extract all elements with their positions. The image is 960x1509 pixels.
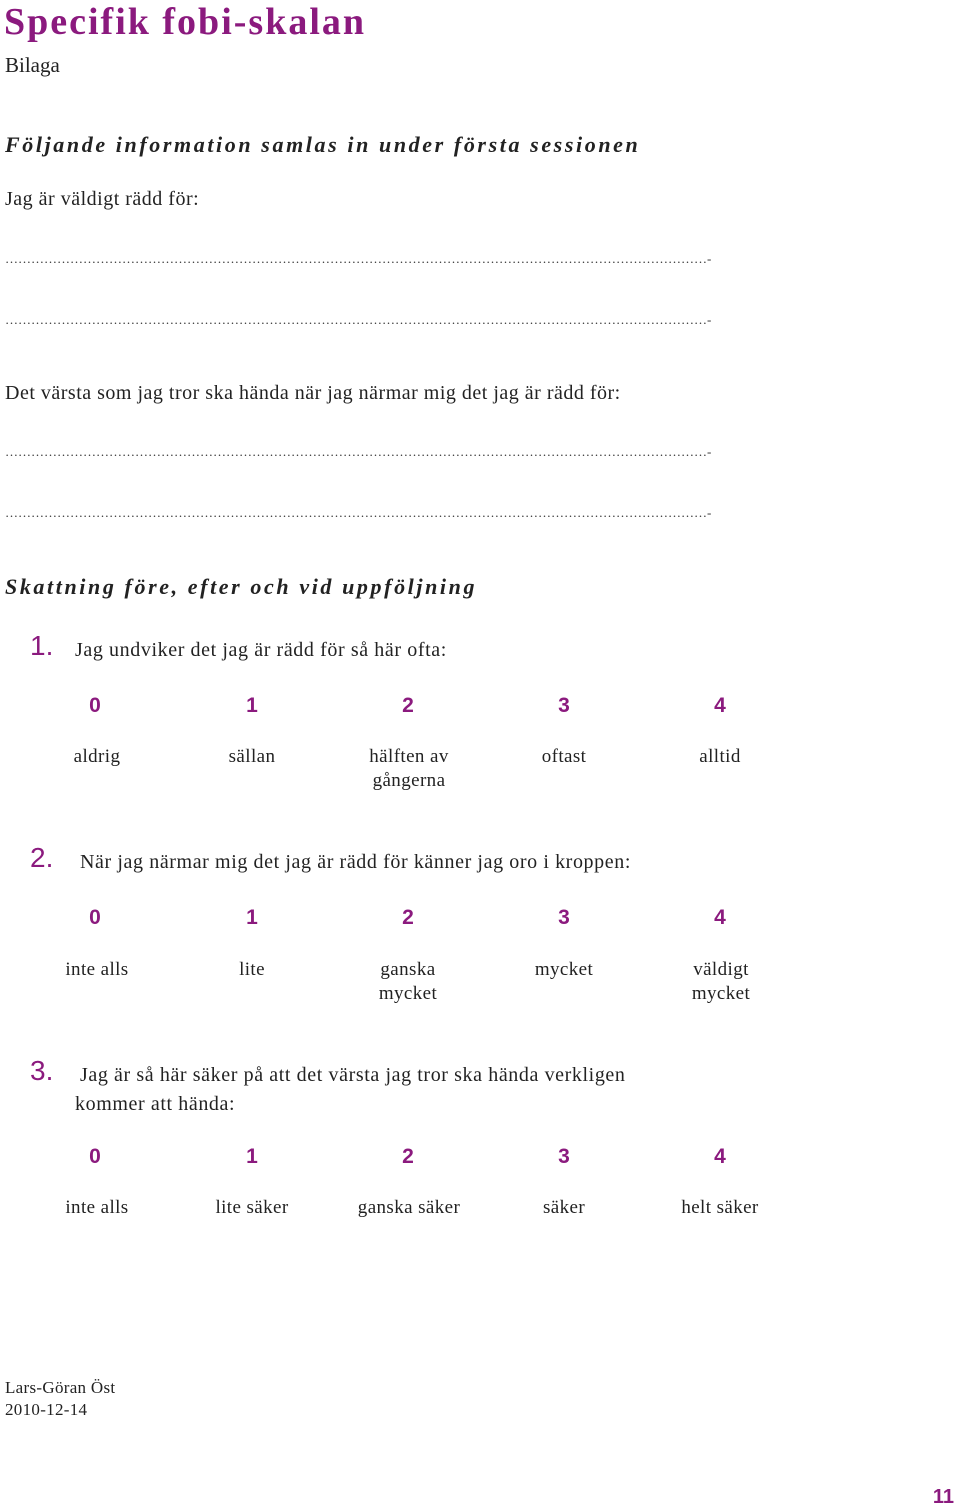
answer-line: ………………………………………………………………………………………………………………………………………………- (5, 448, 712, 456)
scale-label-1: lite säker (215, 1197, 289, 1218)
answer-line: ………………………………………………………………………………………………………………………………………………- (5, 255, 712, 263)
scale-label-3: mycket (534, 959, 594, 980)
question-number: 3. (30, 1055, 54, 1086)
scale-label-2: hälften av gångerna (369, 746, 449, 791)
footer-author: Lars-Göran Öst (5, 1378, 116, 1397)
scale-option-0[interactable]: 0 (89, 906, 101, 929)
scale-option-0[interactable]: 0 (89, 694, 101, 717)
scale-option-2[interactable]: 2 (402, 1145, 414, 1168)
subtitle: Bilaga (5, 53, 60, 77)
scale-option-2[interactable]: 2 (402, 906, 414, 929)
scale-label-1: sällan (228, 746, 276, 767)
question-text: Jag undviker det jag är rädd för så här ofta: (75, 639, 447, 661)
page-title: Specifik fobi-skalan (4, 1, 367, 43)
question-text-continued: kommer att hända: (75, 1093, 236, 1115)
scale-label-4: alltid (699, 746, 741, 767)
scale-label-2: ganska säker (357, 1197, 461, 1218)
question-number: 2. (30, 842, 54, 873)
section-heading-first-session: Följande information samlas in under första sessionen (5, 132, 641, 157)
answer-line: ………………………………………………………………………………………………………………………………………………- (5, 316, 712, 324)
scale-label-4: väldigt mycket (691, 959, 751, 1004)
page-number: 11 (932, 1486, 954, 1508)
scale-option-1[interactable]: 1 (246, 694, 258, 717)
prompt-worst-outcome: Det värsta som jag tror ska hända när jag närmar mig det jag är rädd för: (5, 382, 621, 404)
scale-label-1: lite (239, 959, 265, 980)
scale-option-4[interactable]: 4 (714, 1145, 726, 1168)
scale-option-1[interactable]: 1 (246, 1145, 258, 1168)
section-heading-rating: Skattning före, efter och vid uppföljning (5, 574, 478, 599)
scale-label-4: helt säker (681, 1197, 759, 1218)
scale-label-3: oftast (541, 746, 587, 767)
answer-line: ………………………………………………………………………………………………………………………………………………- (5, 509, 712, 517)
scale-option-2[interactable]: 2 (402, 694, 414, 717)
scale-option-3[interactable]: 3 (558, 1145, 570, 1168)
scale-label-0: inte alls (65, 959, 129, 980)
scale-label-2: ganska mycket (378, 959, 438, 1004)
question-text: När jag närmar mig det jag är rädd för känner jag oro i kroppen: (80, 851, 631, 873)
scale-option-0[interactable]: 0 (89, 1145, 101, 1168)
question-text: Jag är så här säker på att det värsta jag tror ska hända verkligen (80, 1064, 626, 1086)
scale-option-4[interactable]: 4 (714, 906, 726, 929)
footer-date: 2010-12-14 (5, 1400, 88, 1419)
scale-option-3[interactable]: 3 (558, 694, 570, 717)
scale-option-4[interactable]: 4 (714, 694, 726, 717)
scale-label-0: aldrig (73, 746, 121, 767)
scale-label-3: säker (542, 1197, 586, 1218)
scale-label-0: inte alls (65, 1197, 129, 1218)
scale-option-3[interactable]: 3 (558, 906, 570, 929)
prompt-afraid-of: Jag är väldigt rädd för: (5, 188, 200, 210)
question-number: 1. (30, 630, 54, 661)
scale-option-1[interactable]: 1 (246, 906, 258, 929)
